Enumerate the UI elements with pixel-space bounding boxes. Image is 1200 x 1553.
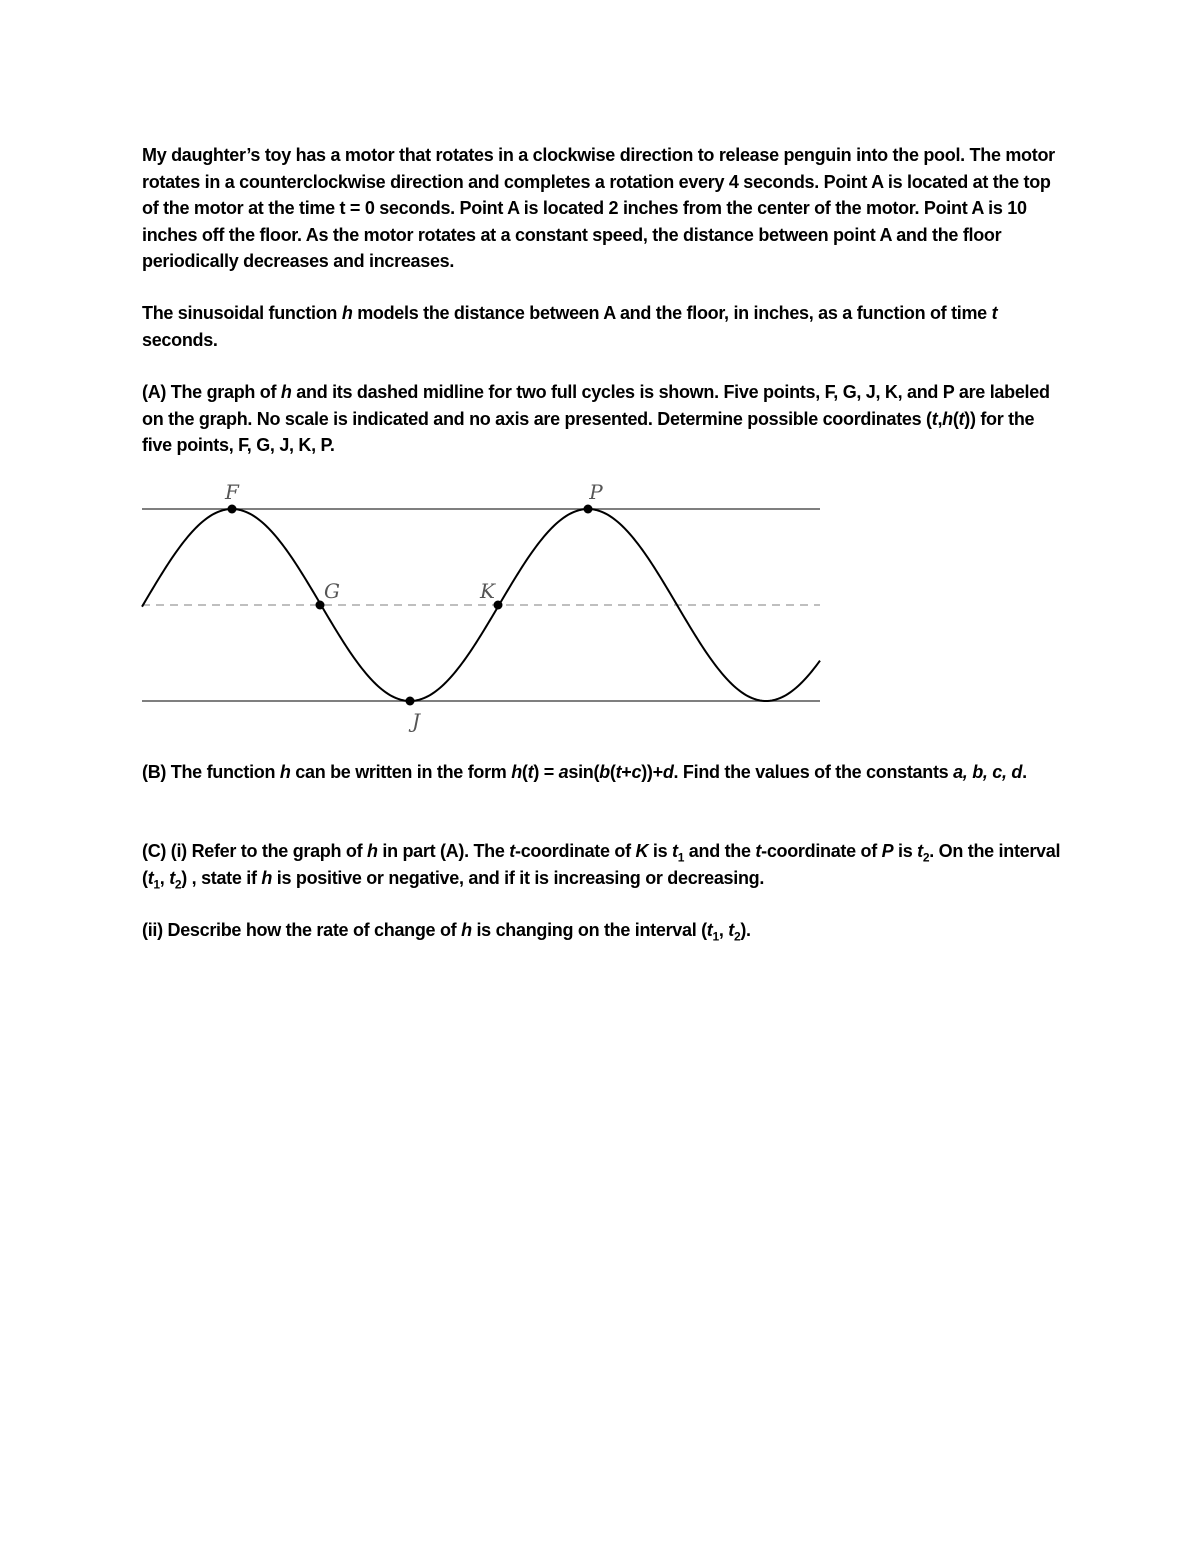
point-j (406, 697, 415, 706)
label-j: J (411, 709, 421, 733)
label-g: G (324, 579, 340, 603)
part-c-i-question: (C) (i) Refer to the graph of h in part (A). The t-coordinate of K is $t_1$ and the t-coordinate of P is $t_2$. On the interval ($t_1$, $t_2$) , state if h is positive or negative, and if it is increasing or decreasing. (142, 841, 1061, 892)
model-statement: The sinusoidal function h models the distance between A and the floor, in inches, as a function of time t seconds. (142, 303, 998, 350)
part-c-ii-question: (ii) Describe how the rate of change of h is changing on the interval ($t_1$, $t_2$). (142, 920, 751, 944)
label-p: P (589, 480, 603, 504)
problem-intro: My daughter’s toy has a motor that rotates in a clockwise direction to release penguin into the pool. The motor rotates in a counterclockwise direction and completes a rotation every 4 seconds. Point A is located at the top of the motor at the time t = 0 seconds. Point A is located 2 inches from the center of the motor. Point A is 10 inches off the floor. As the motor rotates at a constant speed, the distance between point A and the floor periodically decreases and increases. (142, 145, 1055, 271)
label-f: F (225, 480, 239, 504)
point-p (584, 505, 593, 514)
sinusoid-graph (130, 470, 830, 740)
label-k: K (480, 579, 495, 603)
part-b-question: (B) The function h can be written in the form h(t) = asin(b(t+c))+d. Find the values of the constants a, b, c, d. (142, 762, 1027, 782)
point-f (228, 505, 237, 514)
part-a-question: (A) The graph of h and its dashed midline for two full cycles is shown. Five points, F, G, J, K, and P are labeled on the graph. No scale is indicated and no axis are presented. Determine possible coordinates (t,h(t)) for the five points, F, G, J, K, P. (142, 382, 1050, 455)
